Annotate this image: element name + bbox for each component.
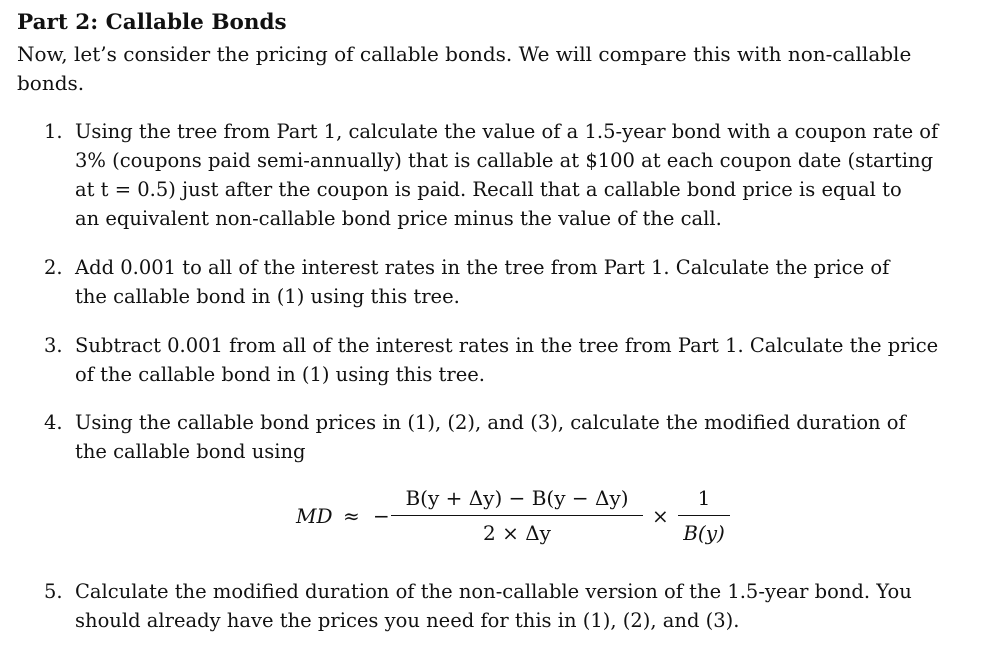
list-item-line: of the callable bond in (1) using this tree. — [75, 363, 485, 386]
fraction-bar — [391, 515, 643, 516]
list-item-line: Calculate the modified duration of the non-callable version of the 1.5-year bond. You — [75, 580, 912, 603]
formula-minus-sign: − — [373, 504, 390, 528]
list-item-line: Add 0.001 to all of the interest rates in the tree from Part 1. Calculate the price of — [75, 256, 890, 279]
list-item-1 — [44, 117, 959, 233]
list-item-line: Using the tree from Part 1, calculate the value of a 1.5-year bond with a coupon rate of — [75, 120, 939, 143]
list-item-line: should already have the prices you need for this in (1), (2), and (3). — [75, 609, 740, 632]
fraction-bar — [678, 515, 730, 516]
list-item-number: 3. — [44, 334, 63, 357]
list-item-3 — [44, 331, 959, 389]
formula-second-fraction — [678, 484, 730, 548]
list-item-line: Using the callable bond prices in (1), (2), and (3), calculate the modified duration of — [75, 411, 906, 434]
list-item-line: the callable bond in (1) using this tree. — [75, 285, 460, 308]
list-item-4 — [44, 408, 959, 466]
formula-denominator: 2 × Δy — [483, 521, 551, 546]
list-item-line: the callable bond using — [75, 440, 306, 463]
formula-numerator-2: 1 — [697, 486, 711, 510]
list-item-line: an equivalent non-callable bond price minus the value of the call. — [75, 207, 722, 230]
formula-lhs: MD — [296, 504, 333, 528]
formula-denominator-2: B(y) — [683, 521, 725, 546]
formula-times-sign: × — [652, 504, 669, 528]
formula-numerator: B(y + Δy) − B(y − Δy) — [405, 486, 629, 510]
list-item-number: 2. — [44, 256, 63, 279]
list-item-5 — [44, 577, 959, 635]
modified-duration-formula — [296, 484, 746, 548]
list-item-number: 5. — [44, 580, 63, 603]
formula-approx-sign: ≈ — [343, 504, 360, 528]
list-item-number: 4. — [44, 411, 63, 434]
list-item-2 — [44, 253, 959, 311]
section-heading: Part 2: Callable Bonds — [17, 10, 287, 35]
list-item-line: at t = 0.5) just after the coupon is paid. Recall that a callable bond price is equal to — [75, 178, 902, 201]
intro-line: Now, let’s consider the pricing of callable bonds. We will compare this with non-callable — [17, 42, 912, 66]
list-item-line: Subtract 0.001 from all of the interest rates in the tree from Part 1. Calculate the price — [75, 334, 939, 357]
intro-paragraph — [17, 40, 967, 98]
formula-main-fraction — [391, 484, 643, 548]
list-item-number: 1. — [44, 120, 63, 143]
list-item-line: 3% (coupons paid semi-annually) that is callable at $100 at each coupon date (starting — [75, 149, 934, 172]
intro-line: bonds. — [17, 71, 85, 95]
